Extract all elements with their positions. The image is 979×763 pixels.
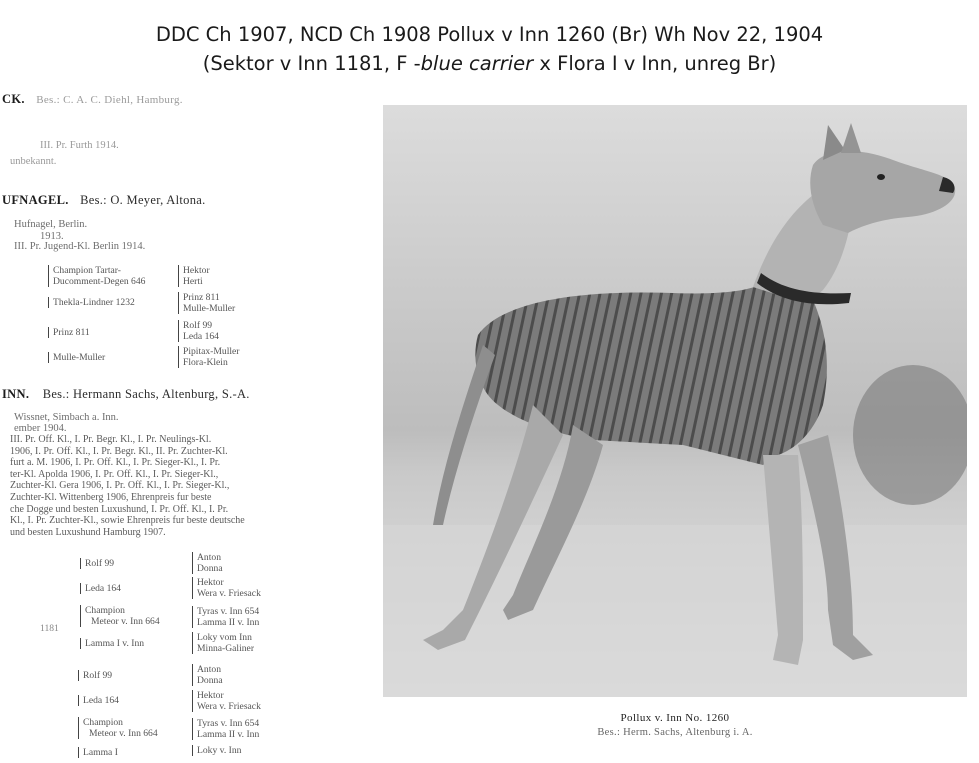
entry1-heading [2, 92, 183, 107]
entry1-owner: Bes.: C. A. C. Diehl, Hamburg. [36, 94, 183, 106]
entry1-line-1: III. Pr. Furth 1914. [40, 140, 119, 151]
entry3-ped-gg4 [192, 632, 254, 654]
ped-line: Donna [197, 675, 223, 687]
entry3-ped-gg6 [192, 690, 261, 712]
ped-line: Hektor [183, 265, 210, 276]
ped-line: Champion [85, 605, 125, 616]
entry2-pedigree-h [178, 346, 240, 368]
ped-line: Leda 164 [78, 695, 119, 706]
entry3-line-2: ember 1904. [14, 423, 67, 434]
ped-line: Leda 164 [80, 583, 121, 594]
photo-owner: Bes.: Herm. Sachs, Altenburg i. A. [597, 727, 753, 738]
entry3-ped-sire-dam [80, 583, 121, 594]
ped-line: Flora-Klein [183, 357, 228, 369]
entry2-heading [2, 193, 206, 208]
entry2-line-1: Hufnagel, Berlin. [14, 219, 88, 230]
entry2-pedigree-a [48, 265, 145, 287]
ped-line: Rolf 99 [78, 670, 112, 681]
ped-line: Thekla-Lindner 1232 [48, 297, 135, 308]
entry2-pedigree-e [178, 265, 210, 287]
entry3-awards-paragraph [10, 434, 308, 538]
entry3-ped-lamma [80, 638, 144, 649]
ped-line: Tyras v. Inn 654 [197, 718, 260, 729]
ped-line: Meteor v. Inn 664 [89, 728, 158, 740]
caption-prefix: (Sektor v Inn 1181, F - [202, 52, 421, 75]
entry3-ped-champ2 [78, 717, 158, 739]
ped-line: Champion Tartar- [53, 265, 121, 276]
caption-italic: blue carrier [420, 52, 534, 75]
award-line: und besten Luxushund Hamburg 1907. [10, 526, 166, 538]
ped-line: Loky vom Inn [197, 632, 252, 643]
entry2-line-3: III. Pr. Jugend-Kl. Berlin 1914. [14, 241, 146, 252]
ped-line: Prinz 811 [183, 292, 220, 303]
caption-line-2 [0, 49, 979, 78]
entry2-name: UFNAGEL. [2, 193, 69, 207]
caption [0, 20, 979, 78]
entry2-pedigree-b [48, 297, 135, 308]
ped-line: Pipitax-Muller [183, 346, 240, 357]
entry2-pedigree-f [178, 292, 235, 314]
ped-line: Lamma II v. Inn [197, 729, 260, 741]
ped-line: Hektor [197, 690, 224, 701]
ped-line: Ducomment-Degen 646 [53, 276, 146, 288]
ped-line: Anton [197, 552, 221, 563]
ped-line: Leda 164 [183, 331, 219, 343]
ped-line: Lamma I [78, 747, 118, 758]
award-line: 1906, I. Pr. Off. Kl., I. Pr. Begr. Kl., II. Pr. Zuchter-Kl. [10, 445, 228, 457]
award-line: furt a. M. 1906, I. Pr. Off. Kl., I. Pr. Sieger-Kl., I. Pr. [10, 457, 221, 469]
entry3-ped-lamma2 [78, 747, 118, 758]
caption-suffix: x Flora I v Inn, unreg Br) [533, 52, 777, 75]
entry1-line-2: unbekannt. [10, 156, 57, 167]
entry2-pedigree-c [48, 327, 90, 338]
ped-line: Champion [83, 717, 123, 728]
ped-line: Lamma I v. Inn [80, 638, 144, 649]
ped-line: Mulle-Muller [48, 352, 105, 363]
award-line: Kl., I. Pr. Zuchter-Kl., sowie Ehrenpreis fur beste deutsche [10, 515, 245, 527]
entry2-owner: Bes.: O. Meyer, Altona. [80, 193, 206, 207]
ped-line: Mulle-Muller [183, 303, 236, 315]
award-line: III. Pr. Off. Kl., I. Pr. Begr. Kl., I. Pr. Neulings-Kl. [10, 434, 212, 445]
entry3-ped-rolf2 [78, 670, 112, 681]
caption-line-1: DDC Ch 1907, NCD Ch 1908 Pollux v Inn 1260 (Br) Wh Nov 22, 1904 [155, 23, 824, 46]
ped-line: Loky v. Inn [197, 745, 242, 756]
entry3-ped-number: 1181 [40, 623, 59, 634]
ped-line: Meteor v. Inn 664 [91, 616, 160, 628]
entry2-pedigree-d [48, 352, 105, 363]
ped-line: Minna-Galiner [197, 643, 255, 655]
award-line: Zuchter-Kl. Gera 1906, I. Pr. Off. Kl., I. Pr. Sieger-Kl., [10, 480, 230, 492]
entry3-line-1: Wissnet, Simbach a. Inn. [14, 412, 119, 423]
entry3-heading [2, 387, 250, 402]
entry3-ped-gg5 [192, 664, 223, 686]
ped-line: Donna [197, 563, 223, 575]
ped-line: Anton [197, 664, 221, 675]
scanned-studbook-page [0, 80, 372, 763]
entry2-pedigree-g [178, 320, 219, 342]
ped-line: Rolf 99 [80, 558, 114, 569]
ped-line: Wera v. Friesack [197, 701, 261, 713]
entry2-line-2: 1913. [40, 231, 64, 242]
ped-line: Rolf 99 [183, 320, 213, 331]
entry3-ped-sire-sire [80, 558, 114, 569]
entry1-name: CK. [2, 92, 25, 106]
award-line: che Dogge und besten Luxushund, I. Pr. Off. Kl., I. Pr. [10, 503, 229, 515]
entry3-ped-gg3 [192, 606, 259, 628]
ped-line: Prinz 811 [48, 327, 90, 338]
entry3-ped-gg7 [192, 718, 259, 740]
ped-line: Hektor [197, 577, 224, 588]
entry3-name: INN. [2, 387, 30, 401]
ped-line: Herti [183, 276, 203, 288]
award-line: Zuchter-Kl. Wittenberg 1906, Ehrenpreis fur beste [10, 491, 212, 503]
dog-photograph [383, 105, 967, 697]
photo-title: Pollux v. Inn No. 1260 [620, 712, 730, 724]
award-line: ter-Kl. Apolda 1906, I. Pr. Off. Kl., I. Pr. Sieger-Kl., [10, 468, 219, 480]
entry3-ped-champ1 [80, 605, 160, 627]
ped-line: Tyras v. Inn 654 [197, 606, 260, 617]
entry3-ped-gg8 [192, 745, 241, 756]
entry3-ped-leda2 [78, 695, 119, 706]
ped-line: Lamma II v. Inn [197, 617, 260, 629]
ped-line: Wera v. Friesack [197, 588, 261, 600]
entry3-ped-gg2 [192, 577, 261, 599]
entry3-ped-gg1 [192, 552, 223, 574]
entry3-owner: Bes.: Hermann Sachs, Altenburg, S.-A. [42, 387, 250, 401]
